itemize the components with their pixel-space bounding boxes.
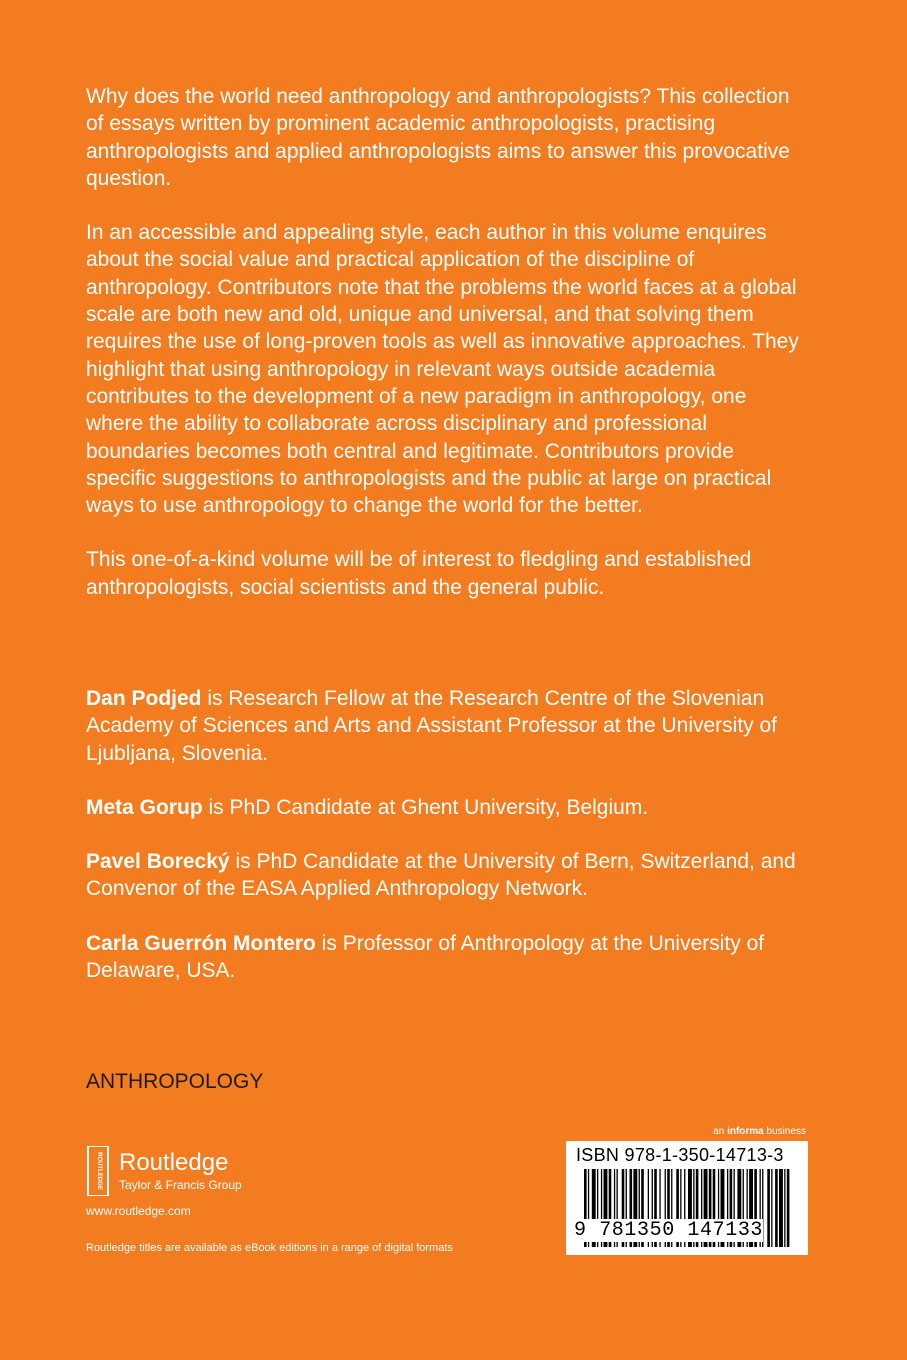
author-bio	[86, 794, 806, 821]
blurb-paragraph-3: This one-of-a-kind volume will be of interest to fledgling and established anthropologists, social scientists and the general public.	[86, 548, 752, 599]
barcode-box	[566, 1141, 808, 1255]
author-description: is Professor of Anthropology at the University of Delaware, USA.	[86, 931, 765, 983]
author-bio	[86, 848, 806, 903]
barcode-bar	[784, 1169, 785, 1247]
author-bio	[86, 930, 806, 985]
author-bios	[86, 685, 806, 1011]
routledge-logo-icon	[86, 1146, 110, 1196]
blurb-paragraph-1: Why does the world need anthropology and anthropologists? This collection of essays written by prominent academic anthropologists, practising anthropologists and applied anthropologists aims to answer this provocative question.	[86, 85, 790, 190]
author-description: is Research Fellow at the Research Centre of the Slovenian Academy of Sciences and Arts and Assistant Professor at the University of Ljubljana, Slovenia.	[86, 687, 778, 765]
publisher-logo	[86, 1146, 242, 1196]
informa-tagline: an informa business	[713, 1126, 806, 1137]
blurb-paragraph-2: In an accessible and appealing style, each author in this volume enquires about the social value and practical application of the discipline of anthropology. Contributors note that the problems the world faces at a global scale are both new and old, unique and universal, and that solving them requires the use of long-proven tools as well as innovative approaches. They highlight that using anthropology in relevant ways outside academia contributes to the development of a new paradigm in anthropology, one where the ability to collaborate across disciplinary and professional boundaries becomes both central and legitimate. Contributors provide specific suggestions to anthropologists and the public at large on practical ways to use anthropology to change the world for the better.	[86, 221, 799, 518]
publisher-group: Taylor & Francis Group	[119, 1178, 242, 1192]
barcode-bar	[787, 1169, 790, 1247]
author-description: is PhD Candidate at Ghent University, Belgium.	[202, 795, 649, 819]
ean-digits: 9 781350 147133	[574, 1219, 764, 1242]
author-name: Carla Guerrón Montero	[86, 931, 316, 955]
ebook-note: Routledge titles are available as eBook editions in a range of digital formats	[86, 1242, 453, 1254]
author-name: Meta Gorup	[86, 795, 203, 819]
author-name: Dan Podjed	[86, 687, 202, 710]
isbn-label: ISBN 978-1-350-14713-3	[576, 1145, 784, 1165]
barcode-bar	[775, 1169, 778, 1247]
author-description: is PhD Candidate at the University of Bern, Switzerland, and Convenor of the EASA Applied Anthropology Network.	[86, 850, 796, 901]
publisher-name: Routledge	[119, 1149, 229, 1176]
blurb	[86, 83, 806, 628]
informa-brand: informa	[727, 1126, 764, 1137]
publisher-url: www.routledge.com	[86, 1204, 191, 1218]
author-name: Pavel Borecký	[86, 850, 230, 874]
barcode-bar	[771, 1169, 772, 1247]
logo-vertical-text: ROUTLEDGE	[96, 1152, 102, 1190]
subject-category: ANTHROPOLOGY	[86, 1070, 264, 1093]
barcode-bar	[779, 1169, 783, 1247]
author-bio	[86, 685, 806, 767]
barcode-bar	[767, 1169, 770, 1247]
